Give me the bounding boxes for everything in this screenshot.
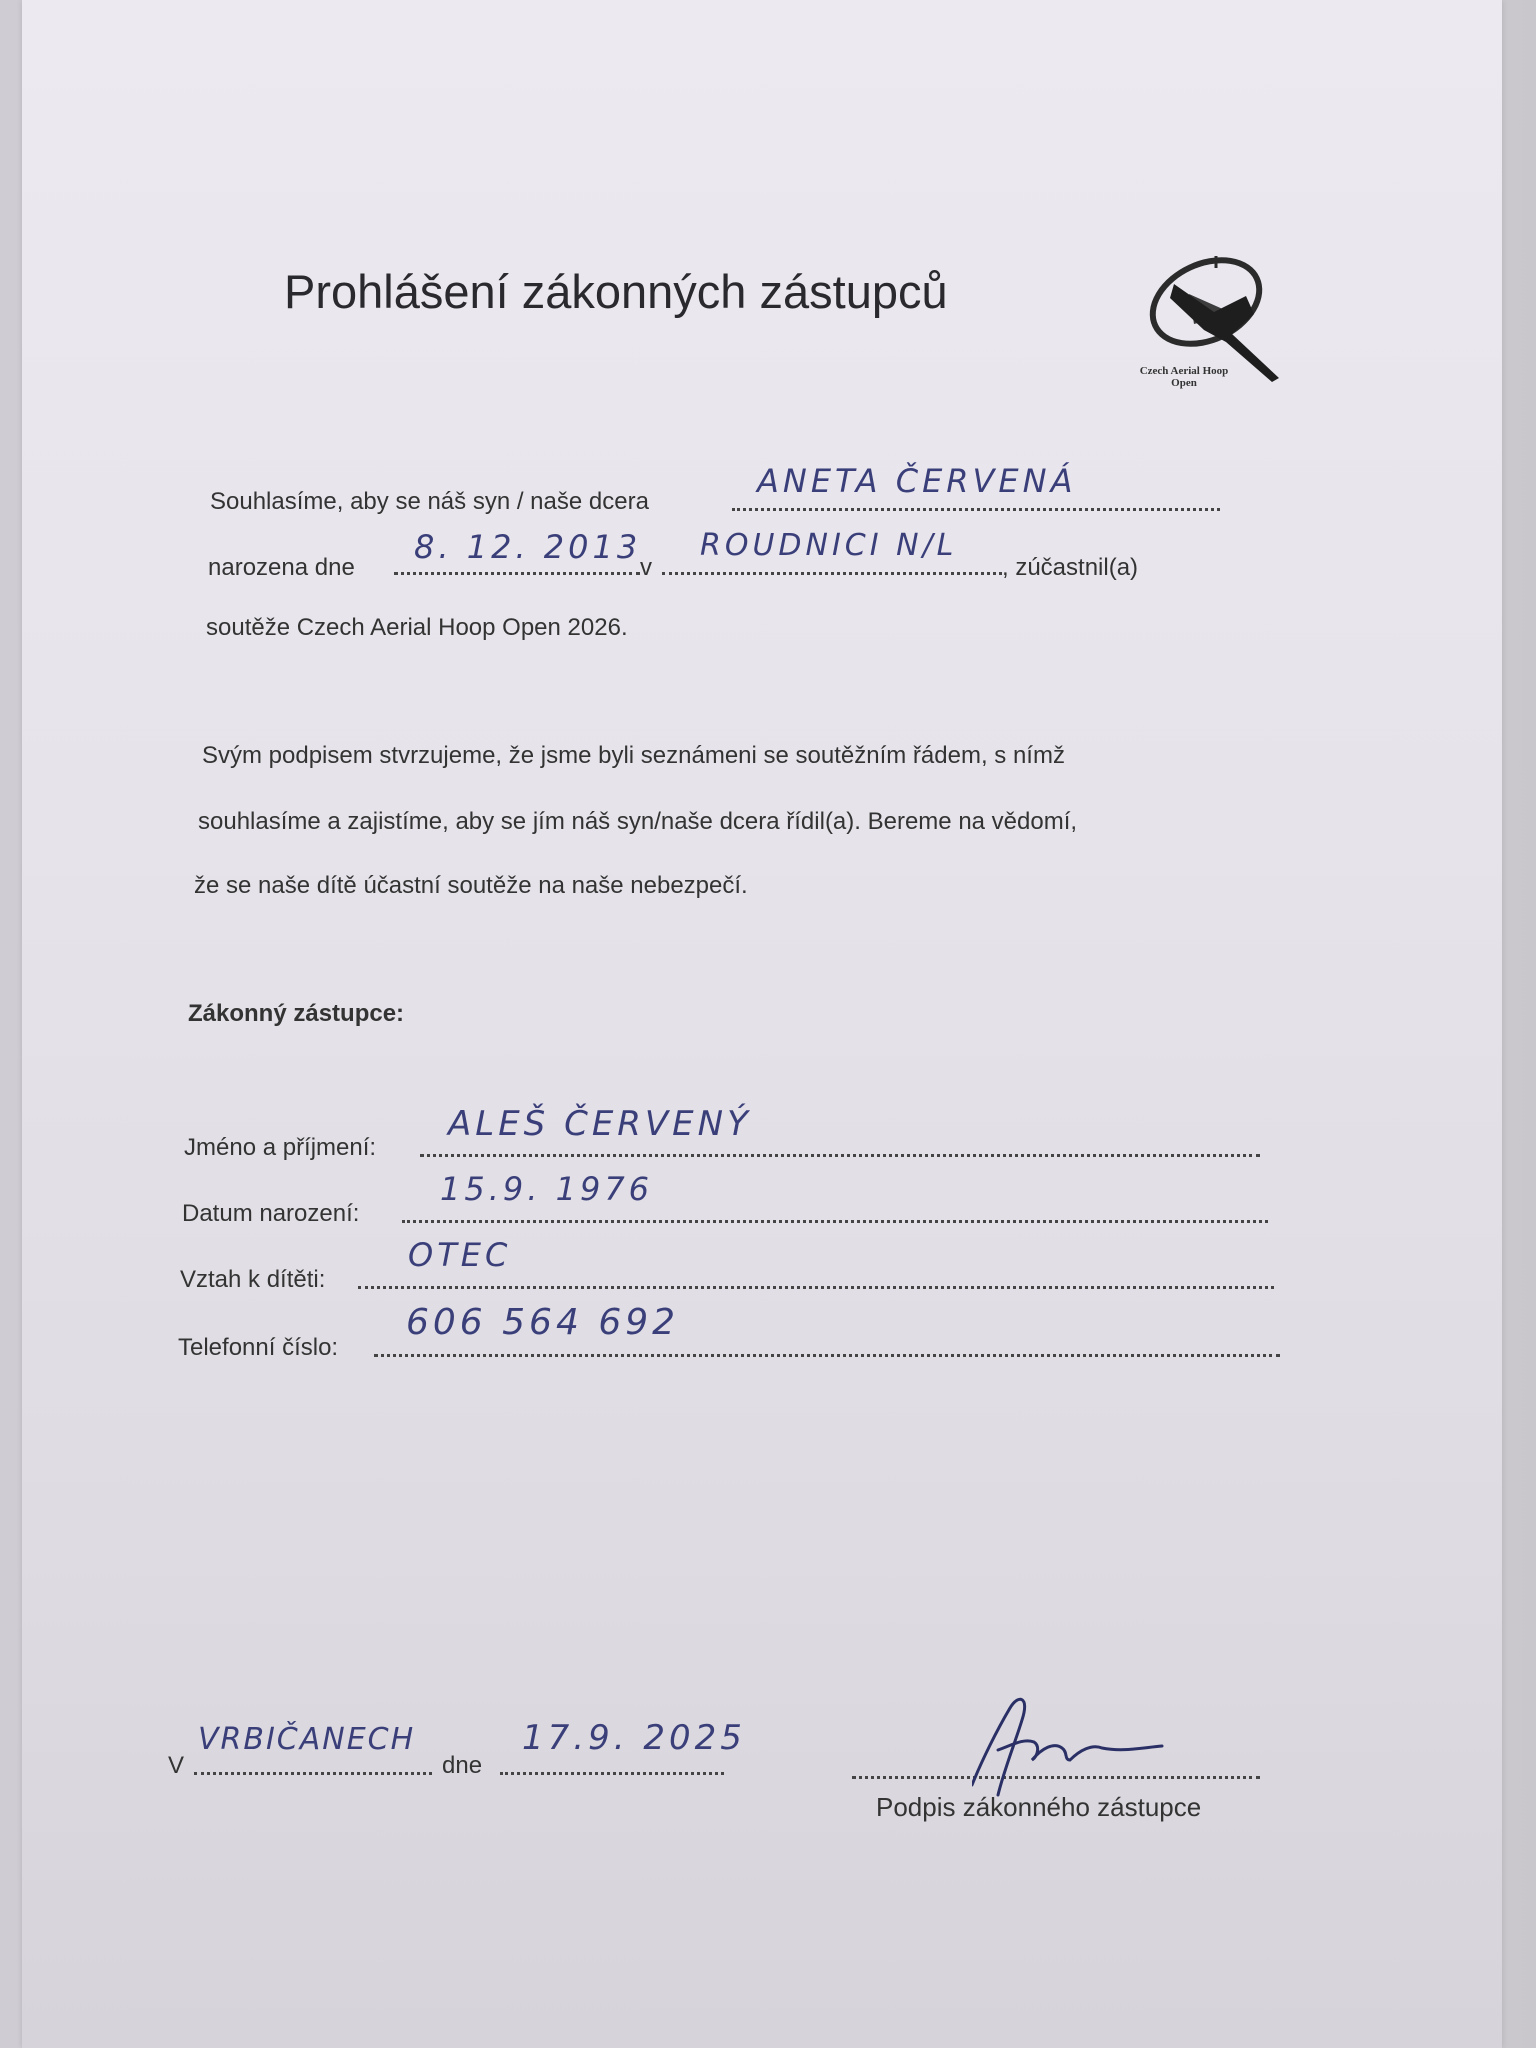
birth-place-field: ROUDNICI N/L [700,528,958,563]
guardian-relation-field-line [358,1286,1274,1289]
consent-line2-label: narozena dne [208,554,355,581]
guardian-dob-field: 15.9. 1976 [440,1170,654,1208]
statement-line2: souhlasíme a zajistíme, aby se jím náš syn/naše dcera řídil(a). Bereme na vědomí, [198,808,1078,835]
guardian-relation-field: OTEC [408,1236,512,1274]
page-title: Prohlášení zákonných zástupců [284,265,948,318]
guardian-phone-field: 606 564 692 [406,1302,680,1343]
guardian-heading: Zákonný zástupce: [188,1000,405,1027]
guardian-dob-field-line [402,1220,1268,1223]
consent-line3: soutěže Czech Aerial Hoop Open 2026. [206,614,628,641]
place-field: VRBIČANECH [198,1722,416,1757]
guardian-name-field: ALEŠ ČERVENÝ [448,1104,752,1144]
birth-place-field-line [662,572,1002,575]
guardian-dob-label: Datum narození: [182,1200,360,1227]
statement-line3: že se naše dítě účastní soutěže na naše nebezpečí. [194,872,748,899]
birth-date-field: 8. 12. 2013 [414,528,642,566]
statement-line1: Svým podpisem stvrzujeme, že jsme byli seznámeni se soutěžním řádem, s nímž [202,742,1065,769]
date-label: dne [442,1752,483,1779]
date-field-line [500,1772,724,1775]
child-name-field-line [732,508,1220,511]
paper-sheet [22,0,1502,2048]
consent-line1-label: Souhlasíme, aby se náš syn / naše dcera [210,488,649,515]
signature-mark [972,1690,1172,1800]
consent-line2-suffix: , zúčastnil(a) [1002,554,1139,581]
guardian-relation-label: Vztah k dítěti: [180,1266,326,1293]
guardian-name-label: Jméno a příjmení: [184,1134,377,1161]
date-field: 17.9. 2025 [522,1718,746,1758]
child-name-field: ANETA ČERVENÁ [757,462,1077,500]
signature-label: Podpis zákonného zástupce [876,1792,1202,1822]
guardian-name-field-line [420,1154,1260,1157]
place-label: V [168,1752,185,1779]
birth-date-field-line [394,572,640,575]
logo-caption: Czech Aerial Hoop Open [1139,365,1229,389]
guardian-phone-field-line [374,1354,1280,1357]
in-label: v [640,554,652,581]
guardian-phone-label: Telefonní číslo: [178,1334,339,1361]
place-field-line [194,1772,432,1775]
